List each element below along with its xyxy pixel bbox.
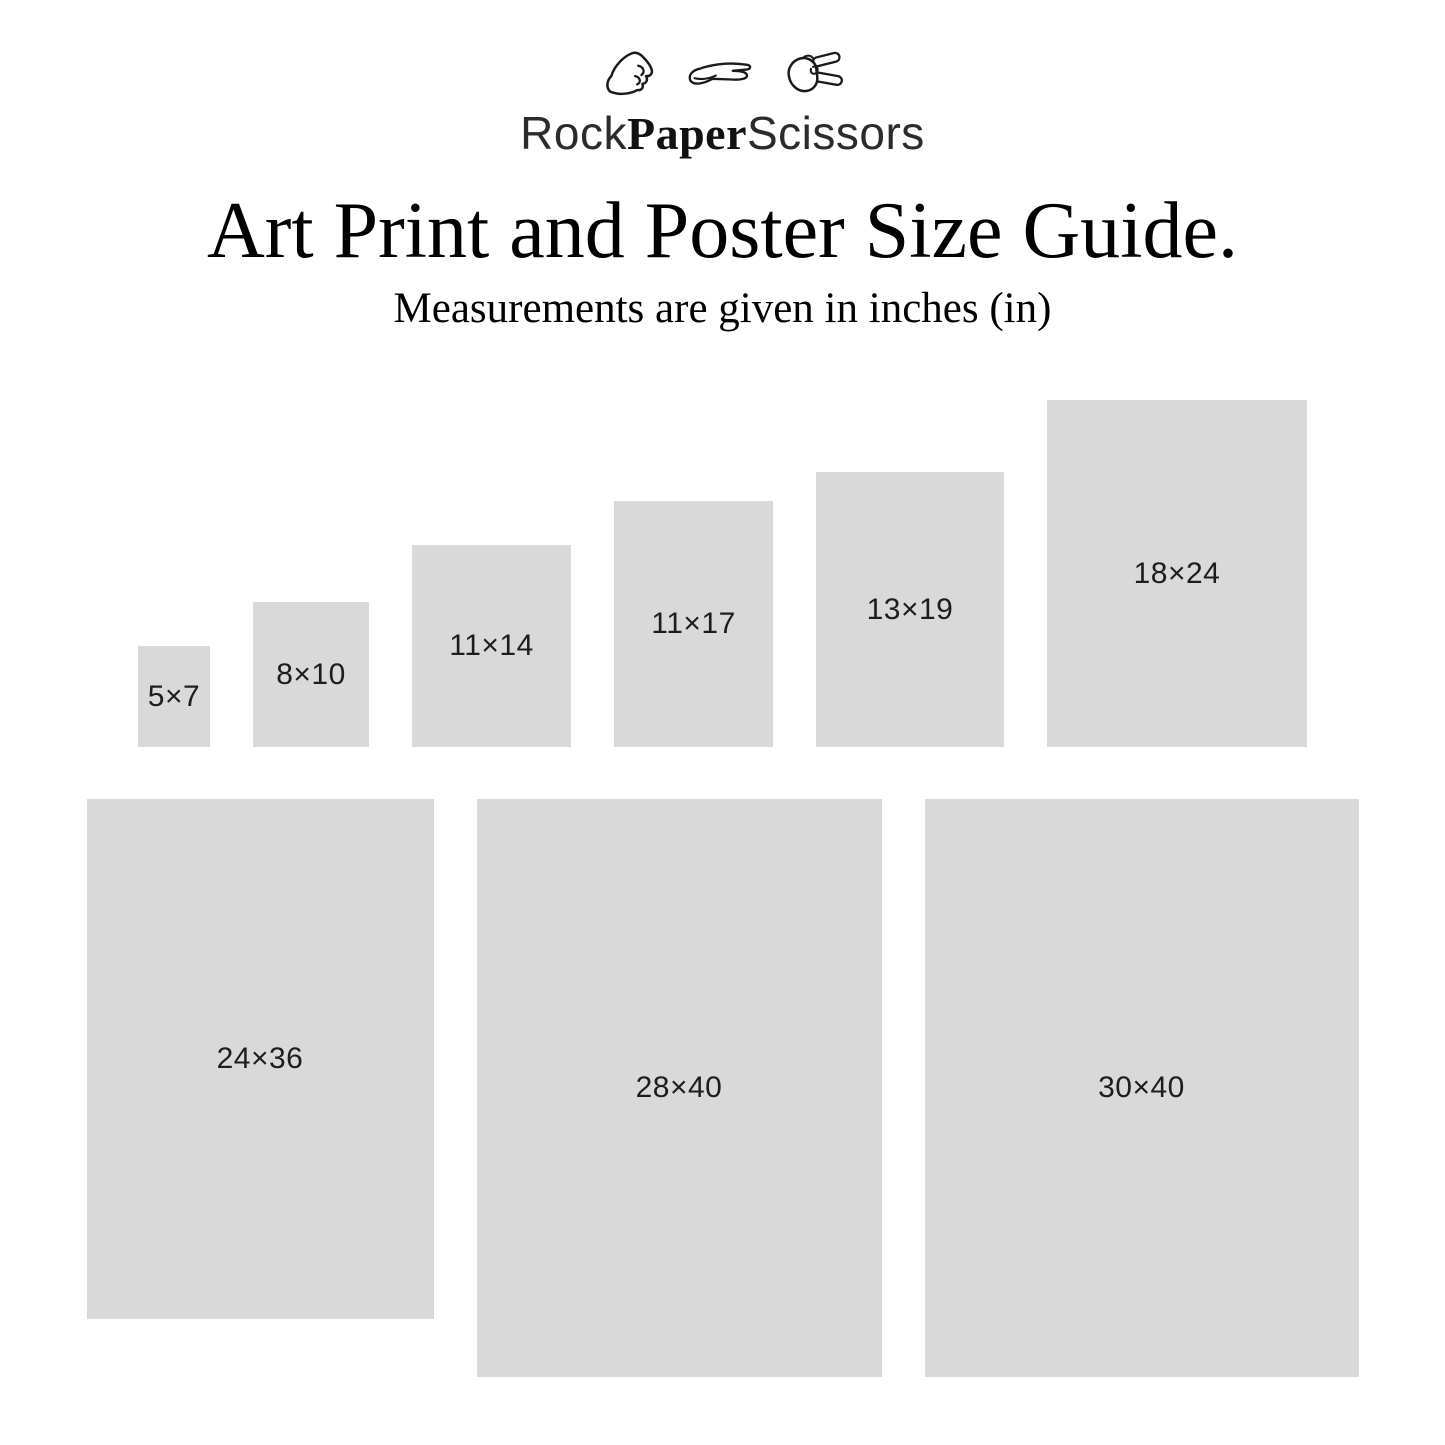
size-box-30x40 xyxy=(925,799,1359,1377)
size-box-24x36 xyxy=(87,799,434,1319)
size-box-13x19 xyxy=(816,472,1004,747)
size-label: 28×40 xyxy=(635,1071,723,1104)
size-box-5x7 xyxy=(138,646,210,747)
size-label: 11×14 xyxy=(449,629,534,662)
size-label: 18×24 xyxy=(1133,556,1221,590)
page-title: Art Print and Poster Size Guide. xyxy=(207,187,1238,276)
size-box-11x14 xyxy=(412,545,571,747)
page-subtitle: Measurements are given in inches (in) xyxy=(393,285,1052,333)
brand-name xyxy=(0,106,1445,161)
scissors-hand-icon xyxy=(781,49,843,99)
size-box-28x40 xyxy=(477,799,882,1377)
brand-part-scissors: Scissors xyxy=(747,107,925,159)
size-label: 5×7 xyxy=(147,679,201,713)
size-label: 8×10 xyxy=(276,657,346,691)
paper-hand-icon xyxy=(685,58,755,90)
size-row-small xyxy=(0,400,1445,747)
size-box-18x24 xyxy=(1047,400,1307,747)
size-label: 11×17 xyxy=(651,607,736,640)
brand-part-paper: Paper xyxy=(626,108,747,159)
size-label: 30×40 xyxy=(1098,1071,1185,1104)
rock-hand-icon xyxy=(603,48,659,100)
brand-part-rock: Rock xyxy=(520,107,627,159)
size-box-8x10 xyxy=(253,602,369,747)
size-label: 13×19 xyxy=(866,592,954,626)
size-label: 24×36 xyxy=(216,1042,304,1075)
brand-icons xyxy=(0,46,1445,102)
size-box-11x17 xyxy=(614,501,773,747)
size-row-large xyxy=(0,799,1445,1377)
header xyxy=(0,0,1445,333)
